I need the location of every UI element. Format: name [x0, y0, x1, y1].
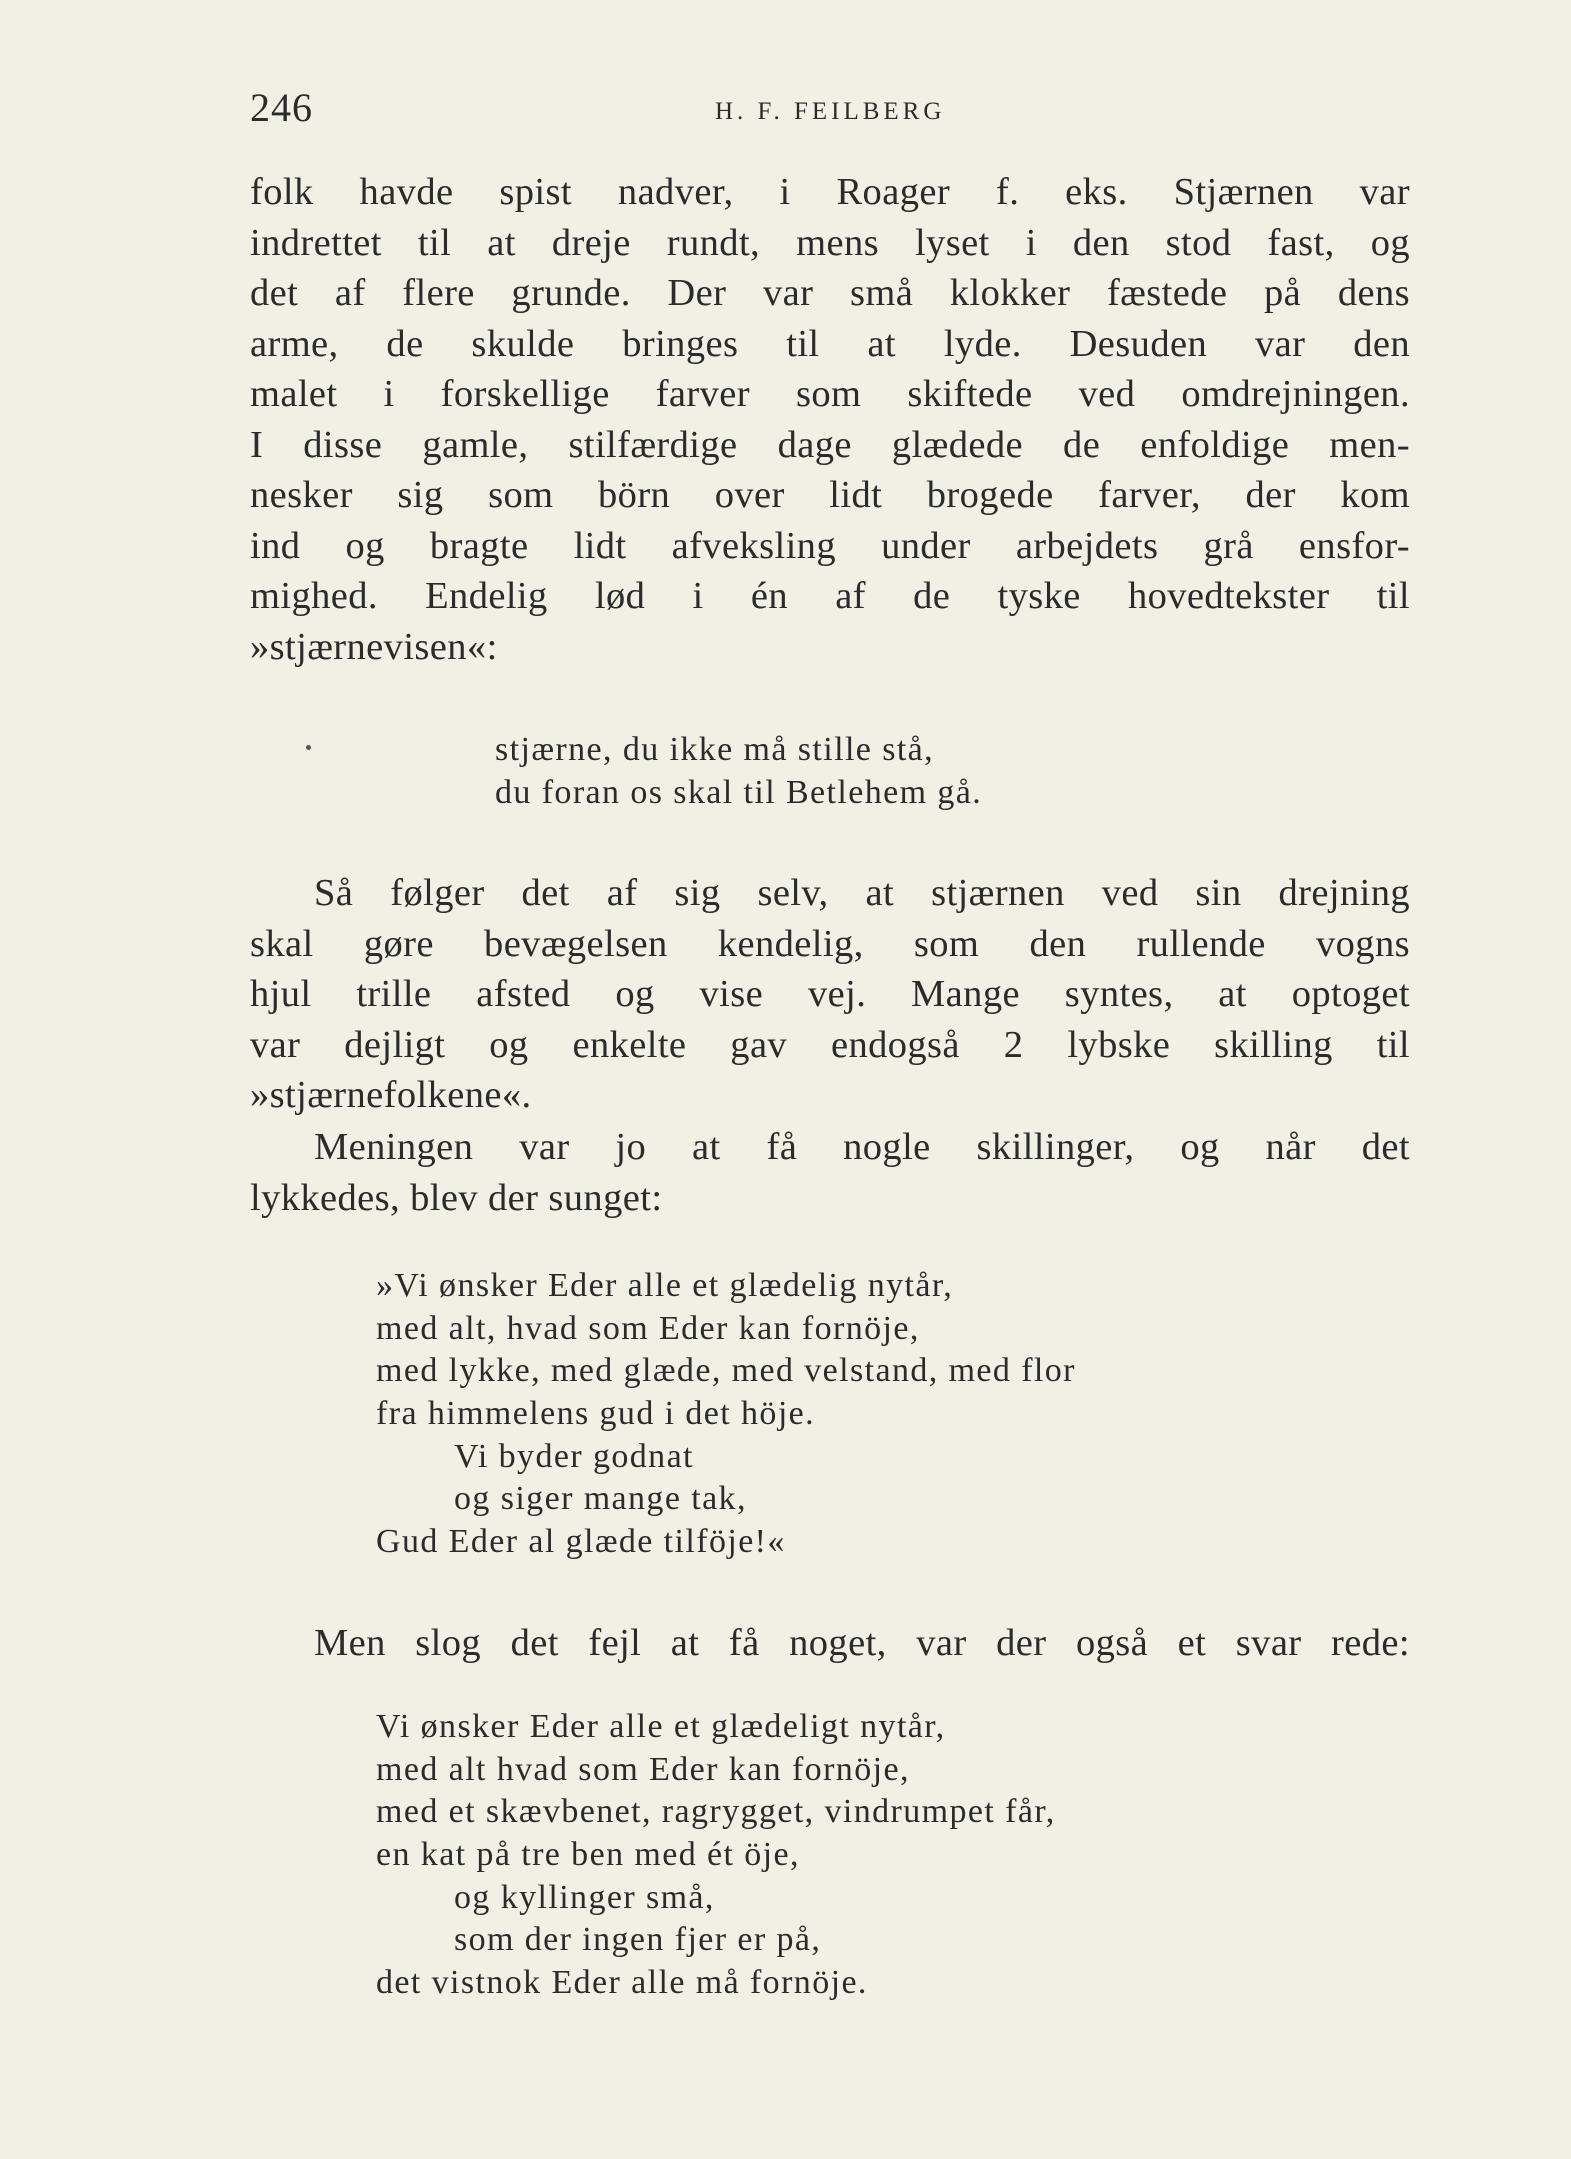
verse-line: Vi ønsker Eder alle et glædeligt nytår,: [376, 1708, 946, 1745]
paragraph-3: [250, 1122, 1410, 1223]
text-line: Men slog det fejl at få noget, var der også et svar rede:: [314, 1622, 1410, 1664]
text-line: nesker sig som börn over lidt brogede farver, der kom: [250, 474, 1410, 516]
running-head: H. F. FEILBERG: [715, 98, 946, 125]
text-line: indrettet til at dreje rundt, mens lyset i den stod fast, og: [250, 221, 1410, 264]
stray-mark: [306, 745, 311, 750]
verse-line: fra himmelens gud i det höje.: [376, 1395, 816, 1433]
verse-line: med et skævbenet, ragrygget, vindrumpet får,: [376, 1793, 1056, 1831]
verse-line: »Vi ønsker Eder alle et glædelig nytår,: [376, 1267, 954, 1304]
verse-line: det vistnok Eder alle må fornöje.: [376, 1964, 868, 2002]
verse-line: en kat på tre ben med ét öje,: [376, 1836, 800, 1874]
verse-line: du foran os skal til Betlehem gå.: [495, 773, 983, 811]
verse-1: [495, 729, 982, 814]
text-line: ind og bragte lidt afveksling under arbejdets grå ensfor-: [250, 524, 1410, 567]
verse-line: Gud Eder al glæde tilföje!«: [376, 1523, 786, 1561]
text-line: »stjærnevisen«:: [250, 625, 498, 668]
text-line: I disse gamle, stilfærdige dage glædede de enfoldige men-: [250, 423, 1410, 466]
page-header: [250, 84, 1410, 134]
text-line: hjul trille afsted og vise vej. Mange syntes, at optoget: [250, 973, 1410, 1015]
text-line: lykkedes, blev der sunget:: [250, 1176, 663, 1219]
verse-line: og siger mange tak,: [454, 1480, 747, 1518]
text-line: det af flere grunde. Der var små klokker fæstede på dens: [250, 272, 1410, 314]
text-line: »stjærnefolkene«.: [250, 1074, 532, 1116]
text-line: mighed. Endelig lød i én af de tyske hovedtekster til: [250, 575, 1410, 617]
text-line: arme, de skulde bringes til at lyde. Desuden var den: [250, 322, 1410, 365]
verse-2: [376, 1265, 1076, 1564]
verse-line: som der ingen fjer er på,: [454, 1921, 822, 1959]
paragraph-2: [250, 868, 1410, 1121]
verse-3: [376, 1706, 1056, 2005]
text-line: skal gøre bevægelsen kendelig, som den rullende vogns: [250, 922, 1410, 965]
verse-line: med lykke, med glæde, med velstand, med flor: [376, 1352, 1076, 1390]
text-line: malet i forskellige farver som skiftede ved omdrejningen.: [250, 373, 1410, 415]
text-line: Meningen var jo at få nogle skillinger, og når det: [314, 1126, 1410, 1168]
verse-line: med alt, hvad som Eder kan fornöje,: [376, 1309, 920, 1347]
text-line: folk havde spist nadver, i Roager f. eks. Stjærnen var: [250, 171, 1410, 213]
paragraph-1: [250, 167, 1410, 672]
verse-line: stjærne, du ikke må stille stå,: [495, 731, 935, 768]
text-line: Så følger det af sig selv, at stjærnen ved sin drejning: [314, 872, 1410, 914]
verse-line: og kyllinger små,: [454, 1878, 715, 1916]
verse-line: Vi byder godnat: [454, 1437, 694, 1475]
text-line: var dejligt og enkelte gav endogså 2 lybske skilling til: [250, 1023, 1410, 1066]
verse-line: med alt hvad som Eder kan fornöje,: [376, 1750, 910, 1788]
page-number: 246: [250, 85, 313, 130]
paragraph-4: [250, 1618, 1410, 1669]
